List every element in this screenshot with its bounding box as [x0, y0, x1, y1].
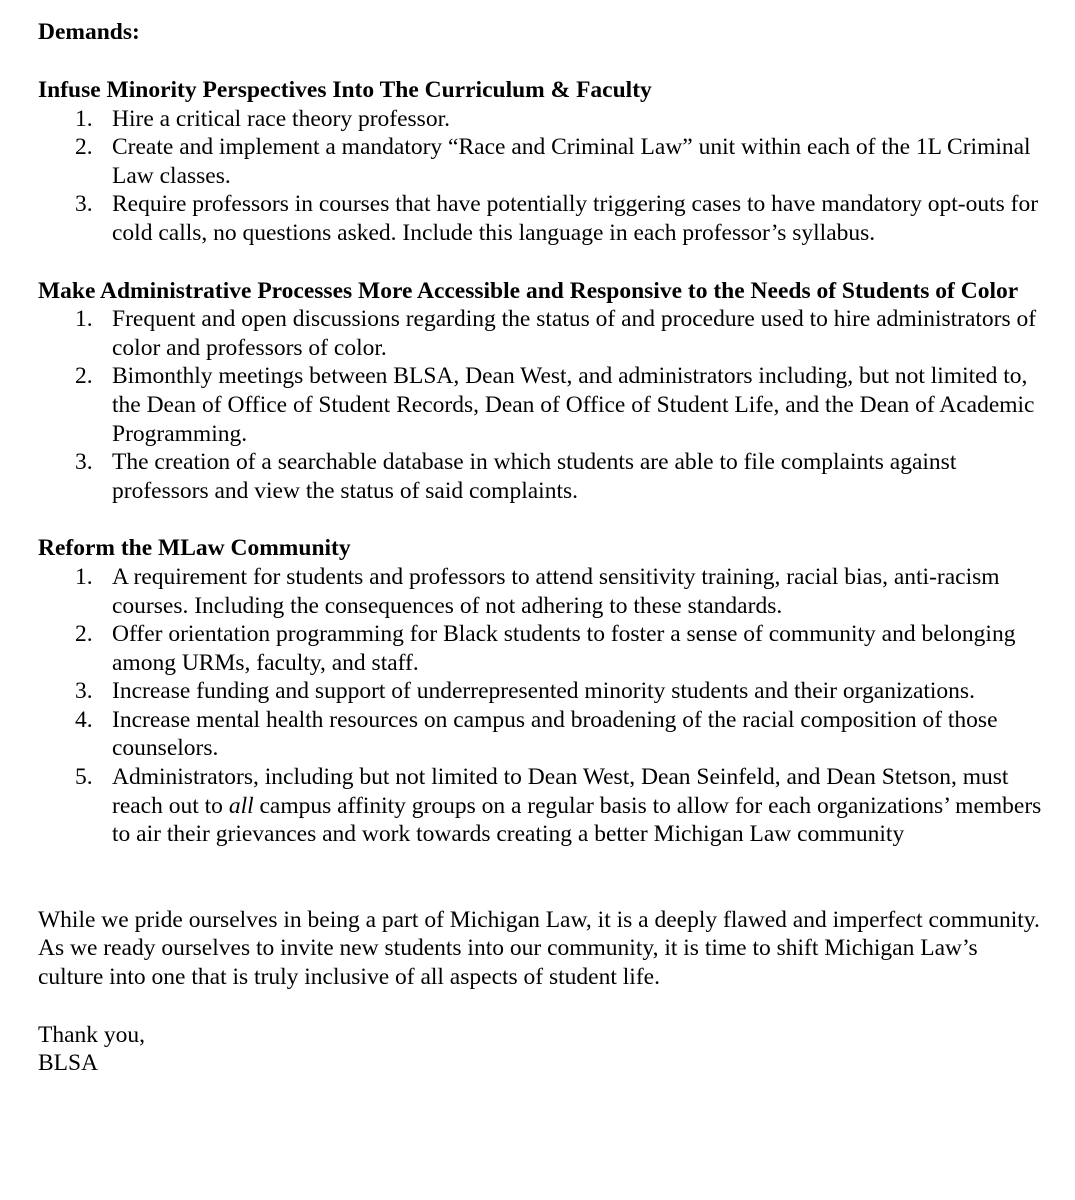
- demand-list: [38, 105, 1048, 248]
- item-number: 1.: [75, 105, 93, 132]
- item-number: 2.: [75, 134, 93, 161]
- section-title: Infuse Minority Perspectives Into The Curriculum & Faculty: [38, 77, 652, 103]
- item-text: Create and implement a mandatory “Race and Criminal Law” unit within each of the 1L Criminal Law classes.: [112, 134, 1031, 189]
- item-text-after: campus affinity groups on a regular basis to allow for each organizations’ members to air their grievances and work towards creating a better Michigan Law community: [112, 792, 1042, 848]
- section-mlaw-community: [38, 534, 1048, 849]
- section-administrative-processes: [38, 277, 1048, 506]
- item-text: Increase mental health resources on campus and broadening of the racial composition of those counselors.: [112, 706, 998, 762]
- item-text: Hire a critical race theory professor.: [112, 105, 450, 132]
- signoff-author: BLSA: [38, 1050, 99, 1077]
- item-text: A requirement for students and professors to attend sensitivity training, racial bias, anti-racism courses. Including the consequences of not adhering to these standards.: [112, 563, 1000, 619]
- item-text-before: Administrators, including but not limited to Dean West, Dean Seinfeld, and Dean Stetson, must reach out to: [112, 764, 1009, 819]
- item-text: Increase funding and support of underrepresented minority students and their organizations.: [112, 678, 975, 705]
- demand-list: [38, 563, 1048, 849]
- item-text: Offer orientation programming for Black students to foster a sense of community and belonging among URMs, faculty, and staff.: [112, 621, 1016, 676]
- item-number: 5.: [75, 764, 93, 791]
- list-item: [38, 362, 1048, 448]
- section-curriculum-faculty: [38, 76, 1048, 248]
- list-item: [38, 677, 1048, 706]
- item-number: 2.: [75, 621, 93, 648]
- section-title: Make Administrative Processes More Accessible and Responsive to the Needs of Students of Color: [38, 277, 1019, 304]
- list-item: [38, 448, 1048, 505]
- section-title: Reform the MLaw Community: [38, 535, 351, 562]
- closing-paragraph: While we pride ourselves in being a part of Michigan Law, it is a deeply flawed and imperfect community. As we ready ourselves to invite new students into our community, it is time to shift Michigan Law’s culture into one that is truly inclusive of all aspects of student life.: [38, 906, 1040, 991]
- list-item: [38, 133, 1048, 190]
- item-text: Require professors in courses that have potentially triggering cases to have mandatory opt-outs for cold calls, no questions asked. Include this language in each professor’s syllabus.: [112, 191, 1039, 246]
- item-number: 3.: [75, 191, 93, 218]
- list-item: [38, 305, 1048, 362]
- demand-list: [38, 305, 1048, 505]
- item-number: 4.: [75, 706, 93, 733]
- list-item: [38, 620, 1048, 677]
- item-text: The creation of a searchable database in which students are able to file complaints against professors and view the status of said complaints.: [112, 449, 957, 504]
- list-item: [38, 706, 1048, 763]
- list-item: [38, 763, 1048, 849]
- item-number: 1.: [75, 563, 93, 590]
- signoff-thanks: Thank you,: [38, 1021, 146, 1048]
- item-number: 3.: [75, 449, 93, 476]
- item-number: 3.: [75, 678, 93, 705]
- item-text-emphasis: all: [228, 792, 254, 819]
- document-page: [38, 18, 1048, 1078]
- item-text: Frequent and open discussions regarding the status of and procedure used to hire administrators of color and professors of color.: [112, 306, 1037, 361]
- item-text: Bimonthly meetings between BLSA, Dean West, and administrators including, but not limited to, the Dean of Office of Student Records, Dean of Office of Student Life, and the Dean of Academic Programming.: [112, 363, 1035, 447]
- demands-heading: Demands:: [38, 19, 140, 45]
- signoff: [38, 1021, 1048, 1078]
- item-number: 2.: [75, 363, 93, 390]
- list-item: [38, 105, 1048, 134]
- list-item: [38, 190, 1048, 247]
- list-item: [38, 563, 1048, 620]
- item-number: 1.: [75, 306, 93, 333]
